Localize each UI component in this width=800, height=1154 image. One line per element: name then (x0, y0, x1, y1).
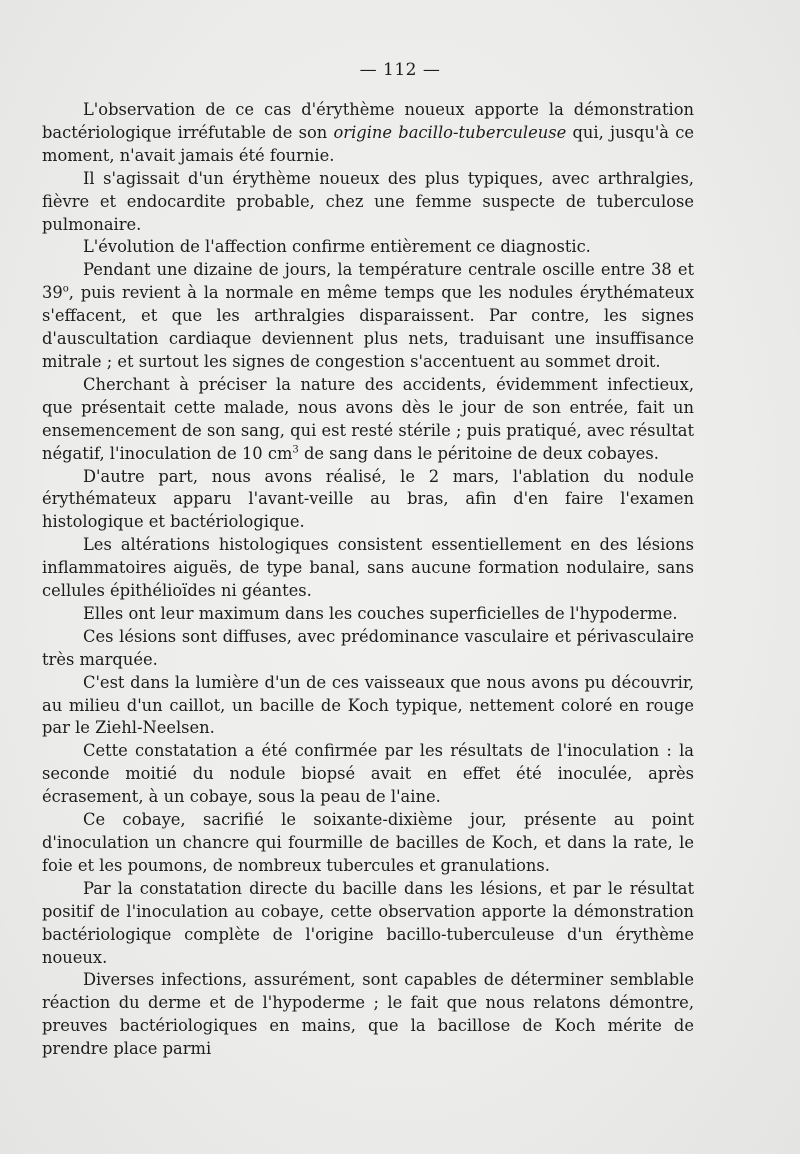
paragraph-1 (42, 99, 694, 168)
paragraph-5-start: Cherchant à préciser la nature des accidents, évidemment infectieux, que présentait cette malade, nous avons dès le jour de son entrée, fait un ensemencement de son sang, qui est resté stérile ; puis pratiqué, avec résultat négatif, l'inoculation de 10 cm (42, 374, 694, 463)
paragraph-14: Diverses infections, assurément, sont capables de déterminer semblable réaction du derme et de l'hypoderme ; le fait que nous relatons démontre, preuves bactériologiques en mains, que la bacillose de Koch mérite de prendre place parmi (42, 970, 694, 1059)
paragraph-12: Ce cobaye, sacrifié le soixante-dixième jour, présente au point d'inoculation un chancre qui fourmille de bacilles de Koch, et dans la rate, le foie et les poumons, de nombreux tubercules et granulations. (42, 810, 694, 875)
paragraph-13: Par la constatation directe du bacille dans les lésions, et par le résultat positif de l'inoculation au cobaye, cette observation apporte la démonstration bactériologique complète de l'origine bacillo-tuberculeuse d'un érythème noueux. (42, 878, 694, 967)
body-text (42, 99, 694, 1061)
paragraph-4-end: , puis revient à la normale en même temps que les nodules érythémateux s'effacent, et que les arthralgies disparaissent. Par contre, les signes d'auscultation cardiaque deviennent plus nets, traduisant une insuffisance mitrale ; et surtout les signes de congestion s'accentuent au sommet droit. (42, 283, 694, 371)
paragraph-7: Les altérations histologiques consistent essentiellement en des lésions inflammatoires aiguës, de type banal, sans aucune formation nodulaire, sans cellules épithélioïdes ni géantes. (42, 535, 694, 601)
paragraph-2: Il s'agissait d'un érythème noueux des plus typiques, avec arthralgies, fièvre et endocardite probable, chez une femme suspecte de tuberculose pulmonaire. (42, 168, 694, 234)
paragraph-5 (42, 374, 694, 466)
degree-superscript: o (62, 283, 69, 295)
paragraph-1-start: L'observation de ce cas d'érythème noueux apporte la démonstration bactériologique irréfutable de son (42, 100, 694, 142)
paragraph-6: D'autre part, nous avons réalisé, le 2 mars, l'ablation du nodule érythémateux apparu l'avant-veille au bras, afin d'en faire l'examen histologique et bactériologique. (42, 466, 694, 532)
paragraph-9: Ces lésions sont diffuses, avec prédominance vasculaire et périvasculaire très marquée. (42, 626, 694, 669)
paragraph-8: Elles ont leur maximum dans les couches superficielles de l'hypoderme. (83, 603, 678, 623)
cubic-superscript: 3 (292, 444, 299, 456)
paragraph-3: L'évolution de l'affection confirme entièrement ce diagnostic. (83, 237, 591, 257)
paragraph-4-start: Pendant une dizaine de jours, la température centrale oscille entre 38 et 39 (42, 260, 694, 303)
paragraph-10: C'est dans la lumière d'un de ces vaisseaux que nous avons pu découvrir, au milieu d'un caillot, un bacille de Koch typique, nettement coloré en rouge par le Ziehl-Neelsen. (42, 672, 694, 738)
paragraph-1-end: qui, jusqu'à ce moment, n'avait jamais été fournie. (42, 122, 694, 165)
paragraph-4 (42, 259, 694, 374)
paragraph-11: Cette constatation a été confirmée par les résultats de l'inoculation : la seconde moitié du nodule biopsé avait en effet été inoculée, après écrasement, à un cobaye, sous la peau de l'aine. (42, 741, 694, 807)
paragraph-1-emphasis: origine bacillo-tuberculeuse (333, 122, 567, 142)
paragraph-5-end: de sang dans le péritoine de deux cobayes. (298, 443, 659, 463)
page-number: — 112 — (359, 60, 441, 80)
